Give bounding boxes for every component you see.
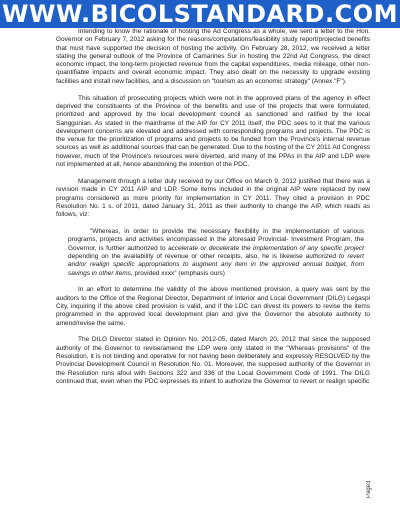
page-number: Page3 (366, 480, 372, 498)
banner-text: WWW.BICOLSTANDARD.COM (2, 0, 398, 28)
paragraph-5: In an effort to determine the validity of the above mentioned provision, a query was sent by the auditors to the Office of the Regional Director, Department of Interior and Local Government (DILG) Legaspi City, inquiring if the above cited provision is valid, and if the LDC can divest its powers to revise the items programmed in the approved local development plan and give the Governor the absolute authority to amend/revise the same. (56, 286, 370, 327)
quote-part-3: provided xxxx" (emphasis ours) (134, 269, 225, 277)
paragraph-6: The DILG Director stated in Opinion No. 2012-05, dated March 20, 2012 that since the supposed authority of the Governor to revise/amend the LDP were only stated in the "Whereas provisions" of the Resolution, it is not binding and operative for not having been deliberately and expressly RESOLVED by the Provincial Development Council in Resolution No. 01. Moreover, the supposed authority of the Governor in the Resolution runs afoul with Sections 322 and 336 of the Local Government Code of 1991. The DILG continued that, even when the PDC expresses its intent to authorize the Governor to revert or realign specific (56, 336, 370, 385)
quote-emphasis-2: authorized to revert and/or realign specific appropriations to augment any item in the approved annual budget, from savings in other items, (68, 252, 364, 277)
quoted-resolution (68, 228, 364, 278)
document-page (56, 28, 370, 518)
paragraph-1: Intending to know the rationale of hosting the Ad Congress as a whole, we sent a letter to the Hon. Governor on February 7, 2012 asking for the reasons/computations/feasibility study report/projected benefits that must have supported the decision of hosting the activity. On February 28, 2012, we received a letter stating the general outlook of the Province of Camarines Sur in hosting the 22nd Ad Congress, the direct economic impact, the long-term projected revenue from the capital expenditures, media mileage, other non-quantifiable impacts and overall economic impact. They also dealt on the necessity to upgrade existing facilities and install new facilities, and a discussion on "tourism as an economic strategy" (Annex "F"). (56, 28, 370, 85)
site-banner (0, 0, 400, 28)
paragraph-3: Management through a letter duly received by our Office on March 9, 2012 justified that there was a revision made in CY 2011 AIP and LDP. Some items included in the original AIP were replaced by new programs considered as more priority for implementation in CY 2011. They cited a provision in PDC Resolution No. 1 s. of 2011, dated January 31, 2011 as their authority to change the AIP, which reads as follows, viz: (56, 177, 370, 219)
paragraph-2: This situation of prosecuting projects which were not in the approved plans of the agency in effect deprived the constituents of the Province of the benefits and use of the projects that were formulated, prioritized and approved by the local development council as sanctioned and ratified by the local Sanggunian. As stated in the mainframe of the AIP for CY 2011 itself, the PDC sees to it that the various development concerns are elevated and addressed with corresponding programs and projects. The PDC is the venue for the prioritization of programs and projects to be funded from the Province's internal revenue sources as well as additional sources that can be generated. Due to the hosting of the CY 2011 Ad Congress however, much of the Province's resources were diverted, and many of the PPAs in the AIP and LDP were not implemented at all, hence abandoning the intention of the PDC. (56, 94, 370, 169)
quote-emphasis-1: accelerate or decelerate the implementation of any specific project (168, 244, 364, 252)
quote-part-1: "Whereas, in order to provide the necessary flexibility in the implementation of various programs, projects and activities encompassed in the aforesaid Provincial- Investment Program, the Governor, is further authorized to (68, 228, 364, 252)
quote-part-2: depending on the availability of revenue or other receipts, also, he is likewise (68, 252, 303, 260)
